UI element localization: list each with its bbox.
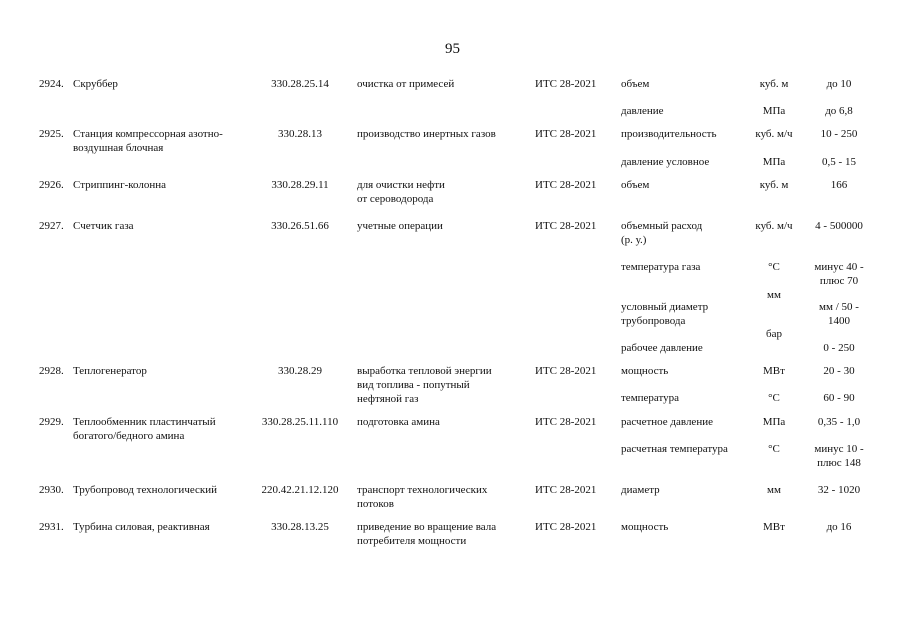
its-reference: ИТС 28-2021	[535, 416, 597, 428]
parameter-value: минус 40 - плюс 70	[814, 261, 864, 287]
parameter-value: до 16	[826, 521, 852, 533]
row-number: 2924.	[39, 78, 64, 90]
row-number: 2929.	[39, 416, 64, 428]
parameter-value: до 6,8	[825, 105, 853, 117]
okpd-code: 330.28.13.25	[271, 521, 329, 533]
parameter-unit: °С	[768, 261, 780, 273]
parameter-unit: куб. м/ч	[755, 128, 793, 140]
equipment-name: Станция компрессорная азотно- воздушная блочная	[73, 128, 223, 154]
equipment-name: Стриппинг-колонна	[73, 179, 167, 191]
equipment-name: Теплогенератор	[73, 365, 147, 377]
parameter-value: 0,5 - 15	[822, 156, 856, 168]
okpd-code: 330.28.13	[278, 128, 322, 140]
okpd-code: 330.28.29.11	[271, 179, 329, 191]
parameter-value: мм / 50 - 1400	[819, 301, 859, 327]
parameter-name: объем	[621, 179, 650, 191]
parameter-unit: МПа	[762, 105, 786, 117]
its-reference: ИТС 28-2021	[535, 521, 597, 533]
parameter-value: 0 - 250	[823, 342, 855, 354]
parameter-value: 60 - 90	[823, 392, 855, 404]
parameter-value: 166	[830, 179, 848, 191]
parameter-name: расчетное давление	[621, 416, 713, 428]
parameter-name: диаметр	[621, 484, 660, 496]
parameter-unit: МВт	[763, 521, 785, 533]
row-number: 2931.	[39, 521, 64, 533]
equipment-purpose: приведение во вращение вала потребителя мощности	[357, 521, 497, 547]
parameter-unit: МПа	[762, 156, 786, 168]
parameter-value: 32 - 1020	[817, 484, 861, 496]
its-reference: ИТС 28-2021	[535, 365, 597, 377]
parameter-unit: °С	[768, 392, 780, 404]
equipment-purpose: очистка от примесей	[357, 78, 455, 90]
parameter-value: минус 10 - плюс 148	[814, 443, 864, 469]
parameter-unit: МВт	[763, 365, 785, 377]
its-reference: ИТС 28-2021	[535, 78, 597, 90]
row-number: 2927.	[39, 220, 64, 232]
parameter-name: температура	[621, 392, 680, 404]
parameter-unit: МПа	[762, 416, 786, 428]
parameter-name: объемный расход (р. у.)	[621, 220, 703, 246]
equipment-purpose: производство инертных газов	[357, 128, 496, 140]
equipment-name: Трубопровод технологический	[73, 484, 218, 496]
parameter-value: до 10	[826, 78, 852, 90]
equipment-purpose: для очистки нефти от сероводорода	[357, 179, 445, 205]
okpd-code: 330.26.51.66	[271, 220, 329, 232]
parameter-name: давление	[621, 105, 664, 117]
row-number: 2926.	[39, 179, 64, 191]
its-reference: ИТС 28-2021	[535, 220, 597, 232]
parameter-name: давление условное	[621, 156, 710, 168]
parameter-name: мощность	[621, 365, 669, 377]
row-number: 2928.	[39, 365, 64, 377]
equipment-name: Скруббер	[73, 78, 118, 90]
parameter-name: мощность	[621, 521, 669, 533]
parameter-value: 10 - 250	[820, 128, 858, 140]
row-number: 2925.	[39, 128, 64, 140]
parameter-unit: мм	[767, 484, 781, 496]
parameter-name: температура газа	[621, 261, 701, 273]
row-number: 2930.	[39, 484, 64, 496]
okpd-code: 330.28.25.11.110	[261, 416, 339, 428]
its-reference: ИТС 28-2021	[535, 179, 597, 191]
equipment-purpose: выработка тепловой энергии вид топлива - попутный нефтяной газ	[357, 365, 492, 405]
equipment-name: Счетчик газа	[73, 220, 134, 232]
equipment-purpose: подготовка амина	[357, 416, 440, 428]
parameter-value: 20 - 30	[823, 365, 855, 377]
its-reference: ИТС 28-2021	[535, 128, 597, 140]
equipment-purpose: учетные операции	[357, 220, 443, 232]
parameter-name: расчетная температура	[621, 443, 728, 455]
parameter-name: рабочее давление	[621, 342, 703, 354]
okpd-code: 220.42.21.12.120	[261, 484, 339, 496]
okpd-code: 330.28.25.14	[271, 78, 329, 90]
page-number: 95	[445, 41, 460, 57]
parameter-value: 0,35 - 1,0	[817, 416, 861, 428]
parameter-unit: °С	[768, 443, 780, 455]
parameter-unit: куб. м/ч	[755, 220, 793, 232]
parameter-name: условный диаметр трубопровода	[621, 301, 709, 327]
parameter-unit: куб. м	[759, 78, 789, 90]
parameter-unit: куб. м	[759, 179, 789, 191]
equipment-name: Теплообменник пластинчатый богатого/бедного амина	[73, 416, 216, 442]
parameter-unit: мм	[767, 289, 781, 301]
parameter-value: 4 - 500000	[815, 220, 863, 232]
its-reference: ИТС 28-2021	[535, 484, 597, 496]
parameter-unit: бар	[766, 328, 782, 340]
parameter-name: производительность	[621, 128, 717, 140]
equipment-purpose: транспорт технологических потоков	[357, 484, 488, 510]
parameter-name: объем	[621, 78, 650, 90]
okpd-code: 330.28.29	[278, 365, 322, 377]
equipment-name: Турбина силовая, реактивная	[73, 521, 210, 533]
